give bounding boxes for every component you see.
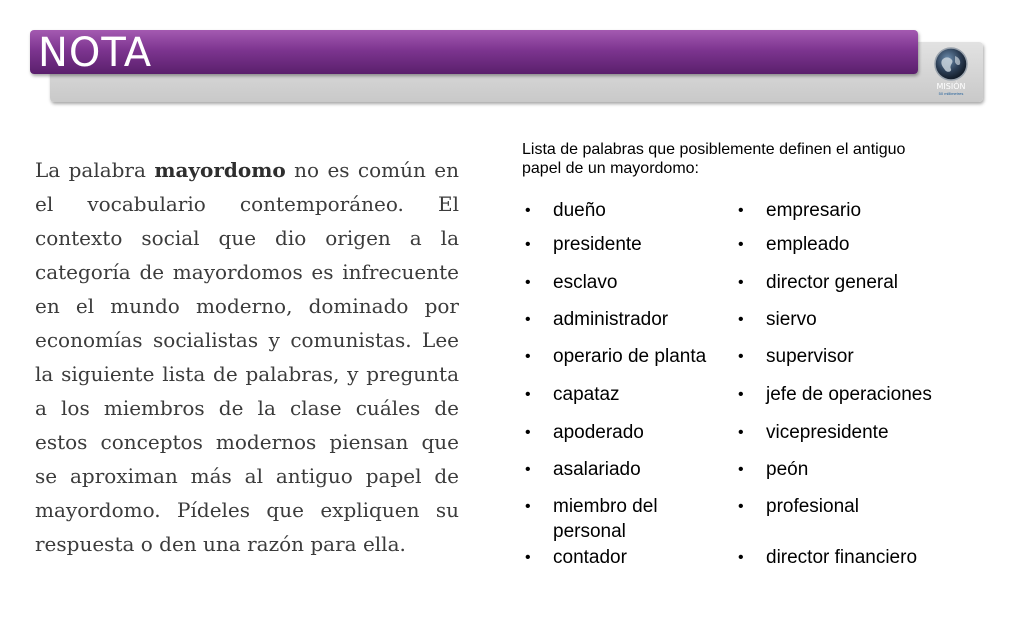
list-item-text: profesional <box>766 496 859 517</box>
bullet: • <box>525 348 531 365</box>
paragraph-emphasis: mayordomo <box>154 158 286 182</box>
list-item-text: presidente <box>553 234 642 255</box>
logo-text: MISIÓN <box>936 82 966 91</box>
list-item-text: supervisor <box>766 346 854 367</box>
bullet: • <box>738 461 744 478</box>
header-banner <box>30 30 918 74</box>
list-item-text: apoderado <box>553 422 644 443</box>
bullet: • <box>525 311 531 328</box>
page-title: NOTA <box>38 30 153 76</box>
list-item-text: director financiero <box>766 547 918 568</box>
list-item-text: vicepresidente <box>766 422 889 443</box>
logo <box>928 46 974 98</box>
note-paragraph <box>35 153 459 561</box>
bullet: • <box>738 498 744 515</box>
list-item-text: esclavo <box>553 272 618 293</box>
list-item-text: director general <box>766 272 899 293</box>
bullet: • <box>738 274 744 291</box>
globe-icon <box>933 46 969 82</box>
logo-subtext: 50 millimetres <box>938 91 964 96</box>
bullet: • <box>525 386 531 403</box>
bullet: • <box>738 386 744 403</box>
bullet: • <box>525 424 531 441</box>
bullet: • <box>738 549 744 566</box>
word-list-heading: Lista de palabras que posiblemente definen el antiguo papel de un mayordomo: <box>522 141 906 177</box>
list-item-text: empleado <box>766 234 850 255</box>
list-item-text: asalariado <box>553 459 641 480</box>
bullet: • <box>738 348 744 365</box>
list-item-text: jefe de operaciones <box>766 384 932 405</box>
bullet: • <box>525 236 531 253</box>
bullet: • <box>738 236 744 253</box>
bullet: • <box>525 549 531 566</box>
paragraph-text-start: La palabra <box>35 158 155 182</box>
list-item-text: dueño <box>553 200 606 221</box>
paragraph-text-end: no es común en el vocabulario contemporáneo. El contexto social que dio origen a la categoría de mayordomos es infrecuente en el mundo moderno, dominado por economías socialistas y comunistas. Lee la siguiente lista de palabras, y pregunta a los miembros de la clase cuáles de estos conceptos modernos piensan que se aproximan más al antiguo papel de mayordomo. Pídeles que expliquen su respuesta o den una razón para ella. <box>35 158 459 556</box>
list-item-text: capataz <box>553 384 620 405</box>
bullet: • <box>525 202 531 219</box>
bullet: • <box>525 461 531 478</box>
list-item-text: operario de planta <box>553 346 707 367</box>
list-item-text: miembro del personal <box>553 496 658 542</box>
bullet: • <box>738 311 744 328</box>
bullet: • <box>525 498 531 515</box>
list-item-text: administrador <box>553 309 669 330</box>
bullet: • <box>738 202 744 219</box>
bullet: • <box>525 274 531 291</box>
list-item-text: empresario <box>766 200 862 221</box>
list-item-text: peón <box>766 459 809 480</box>
bullet: • <box>738 424 744 441</box>
list-item-text: contador <box>553 547 627 568</box>
list-item-text: siervo <box>766 309 817 330</box>
